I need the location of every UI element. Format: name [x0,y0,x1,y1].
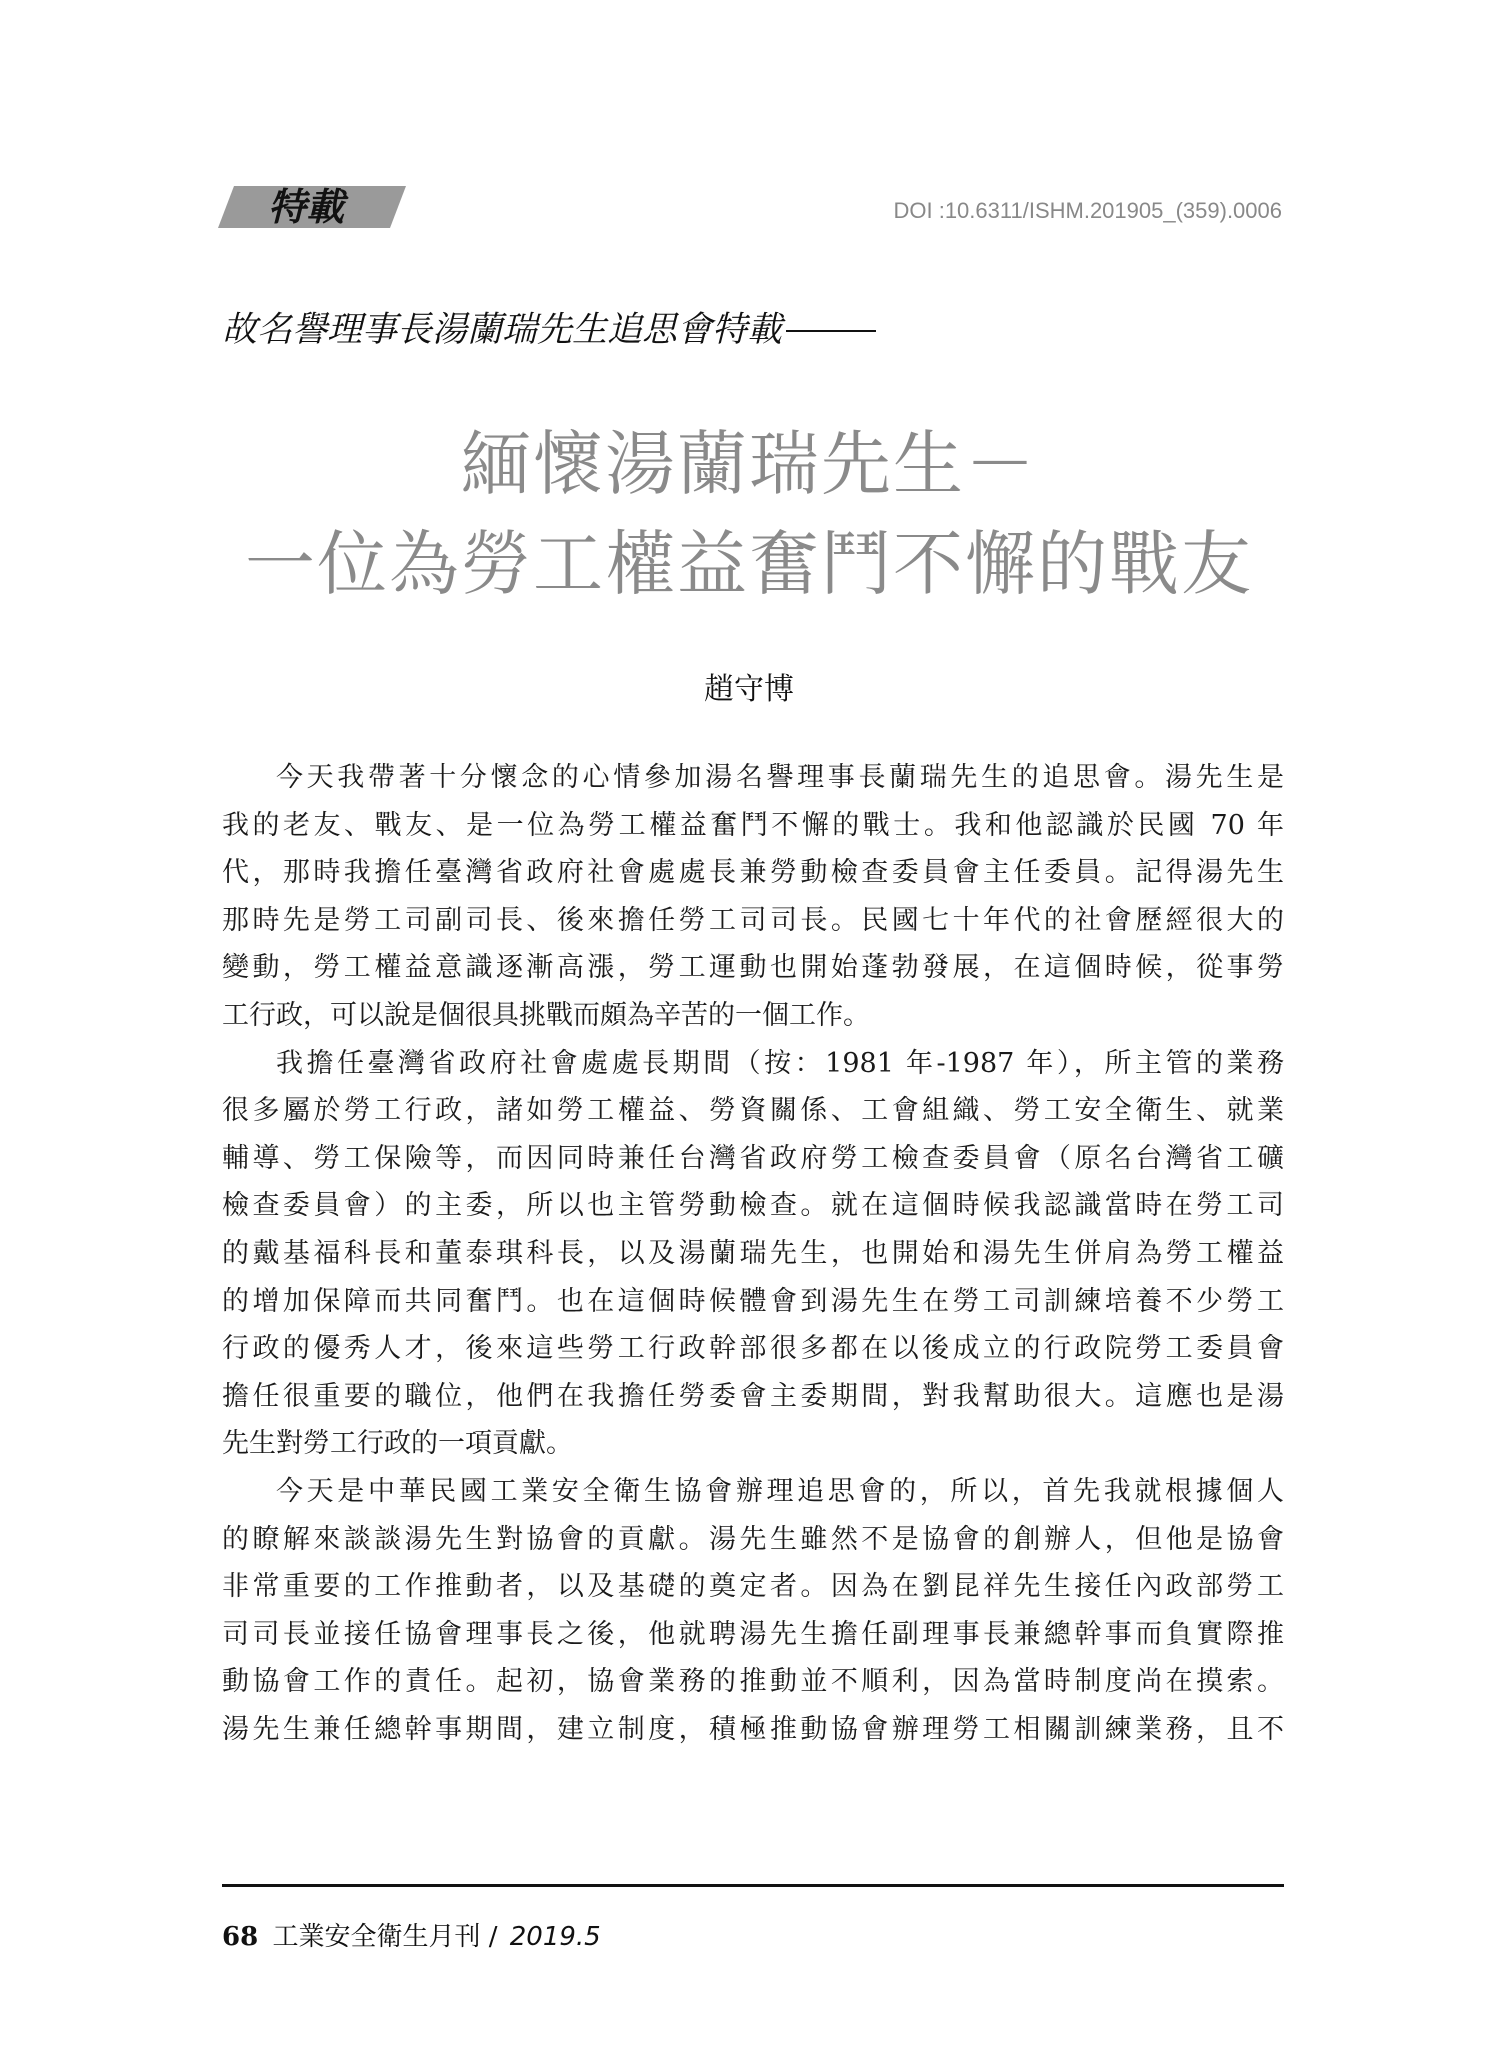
body-line: 的戴基福科長和董泰琪科長，以及湯蘭瑞先生，也開始和湯先生併肩為勞工權益 [222,1237,1284,1269]
body-line: 司司長並接任協會理事長之後，他就聘湯先生擔任副理事長兼總幹事而負實際推 [222,1618,1284,1650]
issue-date: 2019.5 [509,1922,601,1952]
body-line: 今天我帶著十分懷念的心情參加湯名譽理事長蘭瑞先生的追思會。湯先生是 [276,762,1284,793]
body-line: 我的老友、戰友、是一位為勞工權益奮鬥不懈的戰士。我和他認識於民國 70 年 [222,809,1284,841]
body-line: 檢查委員會）的主委，所以也主管勞動檢查。就在這個時候我認識當時在勞工司 [222,1190,1284,1222]
section-tag-label: 特載 [268,185,345,229]
doi-text: DOI :10.6311/ISHM.201905_(359).0006 [893,198,1282,223]
body-line: 今天是中華民國工業安全衛生協會辦理追思會的，所以，首先我就根據個人 [276,1475,1284,1507]
body-line: 行政的優秀人才，後來這些勞工行政幹部很多都在以後成立的行政院勞工委員會 [222,1333,1284,1365]
article-kicker [222,302,876,352]
kicker-dash [786,330,876,332]
body-line: 那時先是勞工司副司長、後來擔任勞工司司長。民國七十年代的社會歷經很大的 [222,904,1284,936]
body-line: 動協會工作的責任。起初，協會業務的推動並不順利，因為當時制度尚在摸索。 [222,1666,1284,1698]
body-line: 工行政，可以說是個很具挑戰而頗為辛苦的一個工作。 [222,999,870,1031]
body-line: 很多屬於勞工行政，諸如勞工權益、勞資關係、工會組織、勞工安全衛生、就業 [222,1095,1284,1127]
page-number: 68 [222,1922,259,1952]
section-tag [218,186,406,228]
body-line: 湯先生兼任總幹事期間，建立制度，積極推動協會辦理勞工相關訓練業務，且不 [222,1713,1284,1745]
page-footer [222,1916,601,1953]
article-author: 趙守博 [704,672,794,707]
body-line: 我擔任臺灣省政府社會處處長期間（按：1981 年-1987 年），所主管的業務 [276,1047,1284,1079]
body-line: 代，那時我擔任臺灣省政府社會處處長兼勞動檢查委員會主任委員。記得湯先生 [222,857,1284,889]
article-kicker-text: 故名譽理事長湯蘭瑞先生追思會特載 [222,310,783,350]
body-line: 輔導、勞工保險等，而因同時兼任台灣省政府勞工檢查委員會（原名台灣省工礦 [222,1142,1284,1174]
article-body [222,754,1284,1753]
journal-name: 工業安全衛生月刊 / [272,1922,498,1952]
body-line: 擔任很重要的職位，他們在我擔任勞委會主委期間，對我幫助很大。這應也是湯 [222,1380,1284,1412]
body-line: 變動，勞工權益意識逐漸高漲，勞工運動也開始蓬勃發展，在這個時候，從事勞 [222,952,1284,984]
body-line: 的瞭解來談談湯先生對協會的貢獻。湯先生雖然不是協會的創辦人，但他是協會 [222,1523,1284,1555]
body-line: 非常重要的工作推動者，以及基礎的奠定者。因為在劉昆祥先生接任內政部勞工 [222,1571,1284,1603]
body-line: 的增加保障而共同奮鬥。也在這個時候體會到湯先生在勞工司訓練培養不少勞工 [222,1285,1284,1317]
article-title-line-1: 緬懷湯蘭瑞先生－ [461,423,1037,505]
footer-rule [222,1884,1284,1887]
body-line: 先生對勞工行政的一項貢獻。 [222,1428,573,1460]
article-title-line-2: 一位為勞工權益奮鬥不懈的戰友 [245,523,1253,605]
